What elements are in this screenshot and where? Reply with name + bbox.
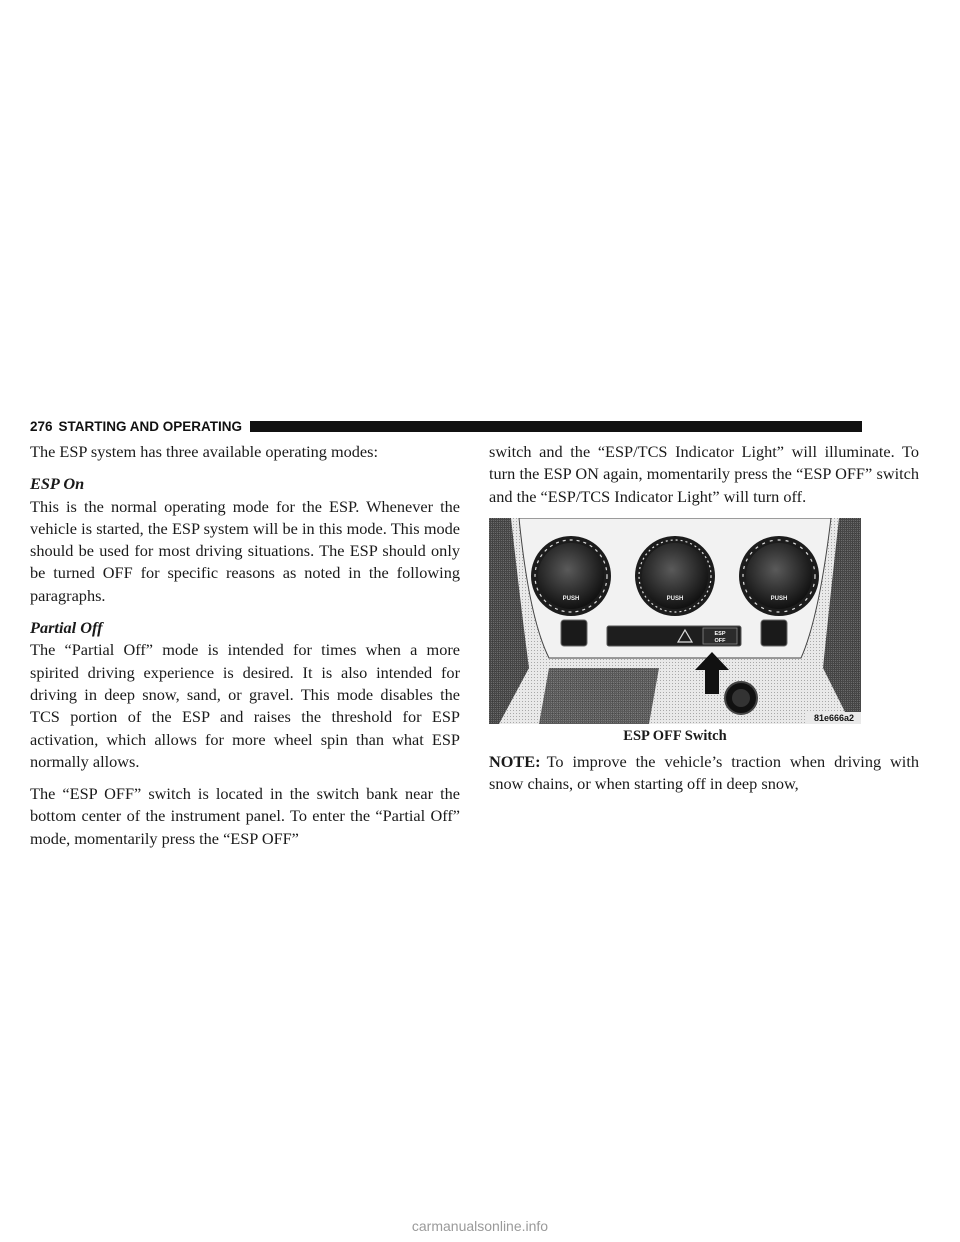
- section-title: STARTING AND OPERATING: [58, 418, 243, 434]
- knob-left: [531, 536, 611, 616]
- page-number: 276: [30, 418, 53, 434]
- right-column: [489, 441, 919, 796]
- page-header: [30, 418, 862, 434]
- seat-heater-right-button: [761, 620, 787, 646]
- esp-off-switch-figure: [489, 518, 861, 747]
- watermark: carmanualsonline.info: [411, 1218, 549, 1234]
- figure-code: 81e666a2: [813, 712, 855, 723]
- esp-on-heading: ESP On: [30, 474, 85, 494]
- note-text: To improve the vehicle’s traction when driving with snow chains, or when starting off in deep snow,: [489, 752, 919, 794]
- knob-left-label: PUSH: [562, 595, 580, 602]
- left-column: [30, 441, 460, 850]
- intro-paragraph: The ESP system has three available operating modes:: [30, 442, 378, 461]
- knob-right: [739, 536, 819, 616]
- header-rule: [250, 421, 862, 432]
- dashboard-illustration: [489, 518, 861, 724]
- note-paragraph: [489, 751, 919, 796]
- knob-right-label: PUSH: [770, 595, 788, 602]
- knob-center: [635, 536, 715, 616]
- lower-console: [539, 668, 659, 724]
- knob-center-label: PUSH: [666, 595, 684, 602]
- seat-heater-left-button: [561, 620, 587, 646]
- partial-off-heading: Partial Off: [30, 618, 103, 638]
- partial-off-paragraph: The “Partial Off” mode is intended for times when a more spirited driving experience is desired. It is also intended for driving in deep snow, sand, or gravel. This mode disables the TCS portion of the ESP and raises the threshold for ESP activation, which allows for more wheel spin than what ESP normally allows.: [30, 640, 460, 771]
- esp-off-label-line2: OFF: [714, 637, 726, 644]
- note-label: NOTE:: [489, 752, 541, 772]
- continuation-paragraph: switch and the “ESP/TCS Indicator Light” will illuminate. To turn the ESP ON again, momentarily press the “ESP OFF” switch and the “ESP/TCS Indicator Light” will turn off.: [489, 442, 919, 506]
- switch-location-paragraph: The “ESP OFF” switch is located in the switch bank near the bottom center of the instrument panel. To enter the “Partial Off” mode, momentarily press the “ESP OFF”: [30, 784, 460, 848]
- esp-off-label-line1: ESP: [714, 630, 726, 637]
- figure-caption: ESP OFF Switch: [623, 727, 727, 744]
- esp-on-paragraph: This is the normal operating mode for the ESP. Whenever the vehicle is started, the ESP system will be in this mode. This mode should be used for most driving situations. The ESP should only be turned OFF for specific reasons as noted in the following paragraphs.: [30, 496, 460, 605]
